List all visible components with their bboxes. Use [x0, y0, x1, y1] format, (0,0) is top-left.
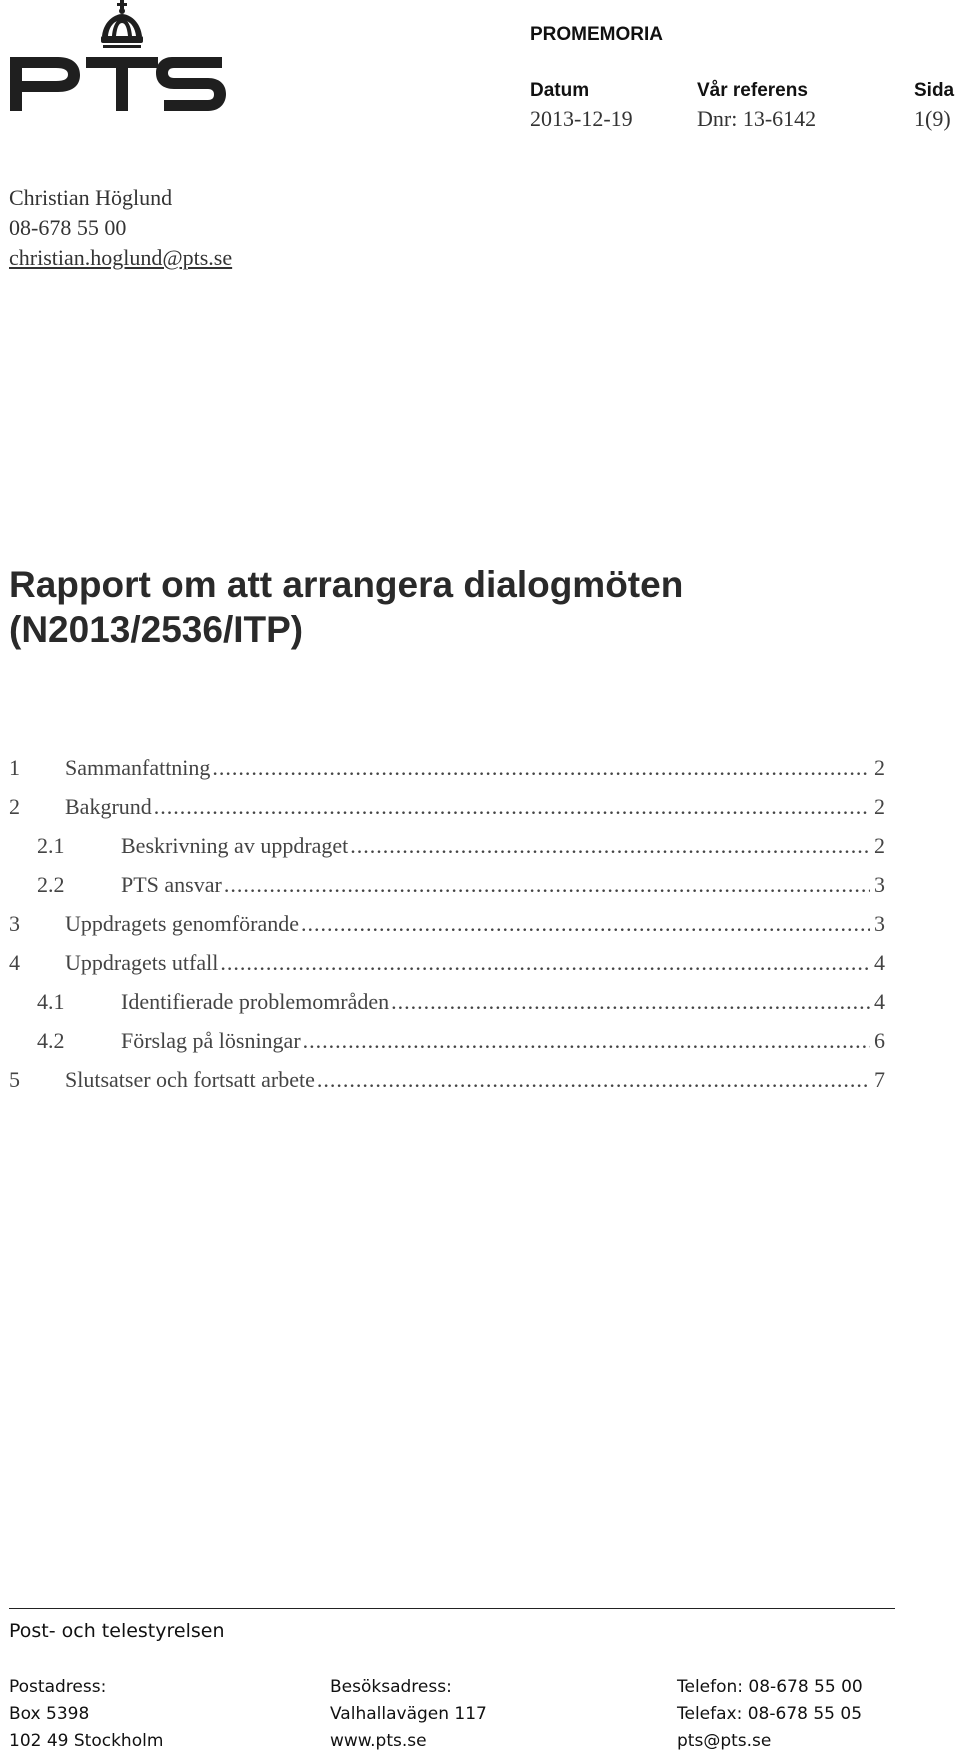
document-title	[9, 562, 909, 652]
toc-leader	[224, 872, 870, 898]
toc-number: 4	[9, 950, 20, 975]
date-label: Datum	[530, 80, 590, 101]
toc-entry[interactable]	[9, 755, 885, 794]
reference-label: Vår referens	[697, 80, 808, 101]
toc-leader	[301, 911, 870, 937]
page-value: 1(9)	[914, 106, 951, 131]
toc-page: 3	[874, 911, 885, 936]
toc-page: 4	[874, 950, 885, 975]
author-email-link[interactable]: christian.hoglund@pts.se	[9, 245, 233, 270]
contact-info	[677, 1674, 863, 1755]
toc-entry[interactable]	[9, 950, 885, 989]
toc-number: 3	[9, 911, 20, 936]
toc-page: 7	[874, 1067, 885, 1092]
toc-title: Identifierade problemområden	[121, 989, 390, 1014]
toc-entry[interactable]	[9, 1028, 885, 1067]
toc-number: 4.2	[37, 1028, 65, 1053]
toc-leader	[391, 989, 870, 1015]
website-link[interactable]: www.pts.se	[330, 1731, 427, 1751]
toc-number: 1	[9, 755, 20, 780]
toc-leader	[212, 755, 870, 781]
toc-title: Bakgrund	[65, 794, 152, 819]
toc-entry[interactable]	[9, 911, 885, 950]
crown-icon	[101, 0, 143, 48]
page-label: Sida	[914, 80, 955, 101]
author-name: Christian Höglund	[9, 185, 173, 210]
toc-page: 6	[874, 1028, 885, 1053]
toc-title: Slutsatser och fortsatt arbete	[65, 1067, 315, 1092]
toc-number: 2.1	[37, 833, 65, 858]
toc-number: 5	[9, 1067, 20, 1092]
toc-entry[interactable]	[9, 872, 885, 911]
visiting-address	[330, 1674, 487, 1755]
toc-page: 4	[874, 989, 885, 1014]
toc-title: Sammanfattning	[65, 755, 211, 780]
phone-line: Telefon: 08-678 55 00	[677, 1677, 863, 1697]
toc-title: Uppdragets genomförande	[65, 911, 299, 936]
visit-line-1: Valhallavägen 117	[330, 1704, 487, 1724]
toc-page: 2	[874, 794, 885, 819]
toc-page: 2	[874, 755, 885, 780]
toc-entry[interactable]	[9, 1067, 885, 1106]
toc-title: PTS ansvar	[121, 872, 222, 897]
postal-line-1: Box 5398	[9, 1704, 90, 1724]
contact-email-link[interactable]: pts@pts.se	[677, 1731, 772, 1751]
table-of-contents	[9, 755, 885, 1106]
footer-divider	[9, 1608, 895, 1609]
document-type: PROMEMORIA	[530, 24, 663, 45]
toc-number: 2.2	[37, 872, 65, 897]
postal-address	[9, 1674, 163, 1755]
toc-page: 3	[874, 872, 885, 897]
toc-leader	[350, 833, 870, 859]
toc-page: 2	[874, 833, 885, 858]
author-phone: 08-678 55 00	[9, 215, 127, 240]
postal-line-2: 102 49 Stockholm	[9, 1731, 164, 1751]
visit-label: Besöksadress:	[330, 1677, 452, 1697]
postal-label: Postadress:	[9, 1677, 107, 1697]
organization-name: Post- och telestyrelsen	[9, 1620, 225, 1642]
toc-leader	[317, 1067, 870, 1093]
reference-value: Dnr: 13-6142	[697, 106, 817, 131]
toc-leader	[154, 794, 870, 820]
title-line-1: Rapport om att arrangera dialogmöten	[9, 564, 684, 605]
author-block	[9, 183, 232, 273]
toc-entry[interactable]	[9, 794, 885, 833]
title-line-2: (N2013/2536/ITP)	[9, 609, 304, 650]
toc-entry[interactable]	[9, 833, 885, 872]
toc-title: Beskrivning av uppdraget	[121, 833, 349, 858]
toc-leader	[220, 950, 870, 976]
toc-number: 2	[9, 794, 20, 819]
toc-title: Uppdragets utfall	[65, 950, 219, 975]
fax-line: Telefax: 08-678 55 05	[677, 1704, 863, 1724]
pts-logo	[6, 0, 226, 115]
date-value: 2013-12-19	[530, 106, 633, 131]
toc-title: Förslag på lösningar	[121, 1028, 301, 1053]
toc-number: 4.1	[37, 989, 65, 1014]
toc-leader	[303, 1028, 870, 1054]
toc-entry[interactable]	[9, 989, 885, 1028]
